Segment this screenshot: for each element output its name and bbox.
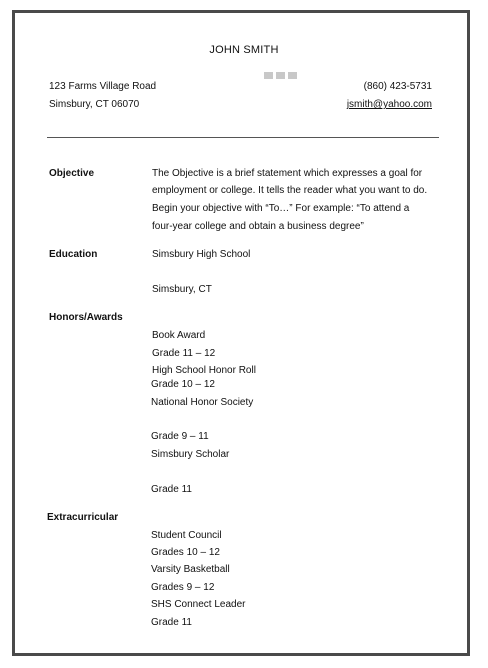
phone-number: (860) 423-5731 (363, 81, 432, 92)
extracurricular-item: Grades 9 – 12 (151, 582, 215, 593)
email-link[interactable]: jsmith@yahoo.com (346, 99, 432, 110)
decorative-dots (264, 66, 300, 84)
address-line-1: 123 Farms Village Road (49, 81, 157, 92)
honors-item: Simsbury Scholar (151, 449, 230, 460)
honors-item: High School Honor Roll (152, 365, 256, 376)
extracurricular-item: Student Council (151, 530, 222, 541)
extracurricular-item: Grade 11 (151, 617, 192, 628)
extracurricular-item: Grades 10 – 12 (151, 547, 220, 558)
objective-line: four-year college and obtain a business degree” (152, 221, 364, 232)
honors-item: National Honor Society (151, 397, 254, 408)
resume-name: JOHN SMITH (209, 44, 279, 56)
honors-item: Grade 10 – 12 (151, 379, 215, 390)
honors-heading: Honors/Awards (49, 312, 123, 323)
honors-item: Grade 9 – 11 (151, 431, 209, 442)
objective-line: Begin your objective with “To…” For example: “To attend a (152, 203, 410, 214)
objective-line: The Objective is a brief statement which expresses a goal for (152, 168, 423, 179)
honors-item: Grade 11 (151, 484, 192, 495)
education-heading: Education (49, 249, 98, 260)
honors-item: Grade 11 – 12 (152, 348, 216, 359)
education-location: Simsbury, CT (152, 284, 212, 295)
objective-heading: Objective (49, 168, 95, 179)
honors-item: Book Award (152, 330, 206, 341)
objective-line: employment or college. It tells the reader what you want to do. (152, 185, 428, 196)
extracurricular-item: SHS Connect Leader (151, 599, 246, 610)
education-school: Simsbury High School (152, 249, 251, 260)
extracurricular-heading: Extracurricular (47, 512, 119, 523)
extracurricular-item: Varsity Basketball (151, 564, 230, 575)
address-line-2: Simsbury, CT 06070 (49, 99, 140, 110)
header-divider (47, 137, 439, 138)
